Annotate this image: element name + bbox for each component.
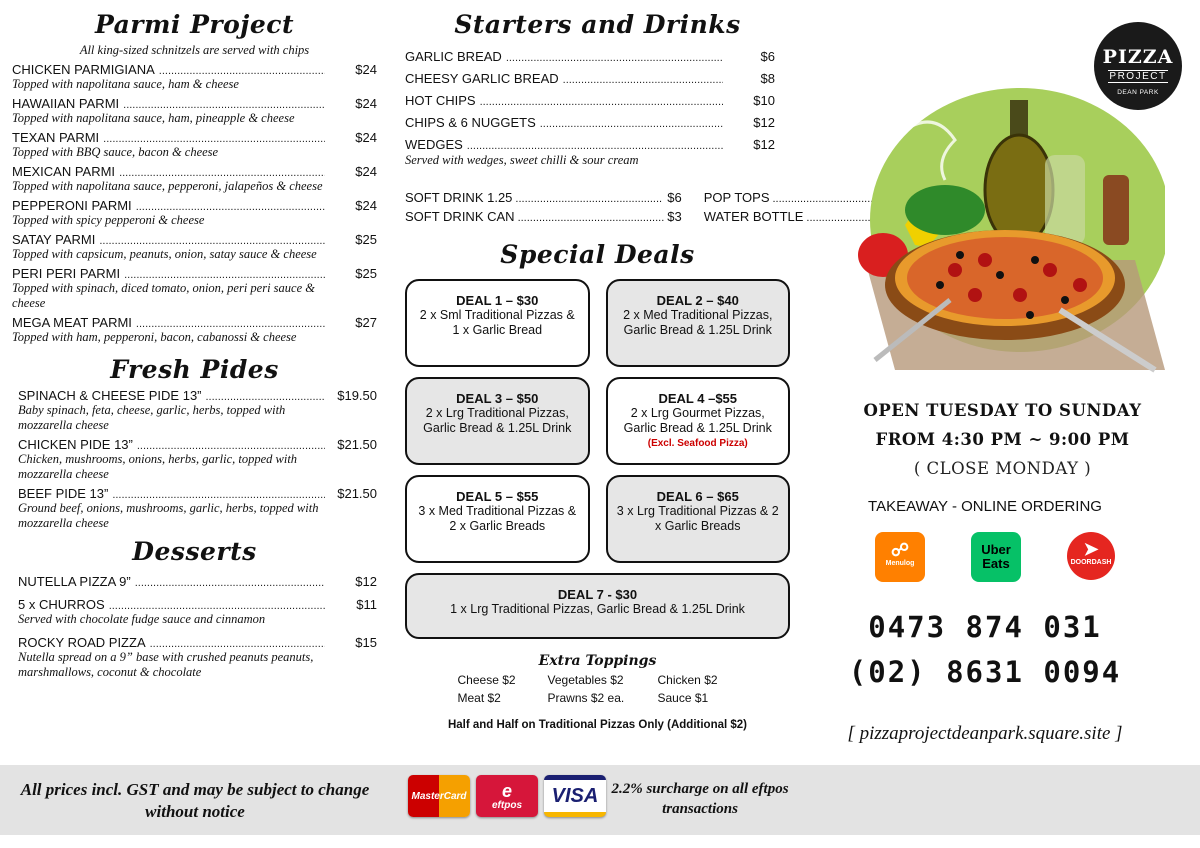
payment-cards	[408, 775, 606, 817]
menu-item-price: $10	[753, 93, 775, 108]
drink-name: POP TOPS	[703, 190, 770, 205]
middle-column	[405, 10, 804, 731]
deal-card	[405, 475, 590, 563]
deal-title: DEAL 2 – $40	[656, 293, 739, 308]
menu-item	[405, 115, 775, 130]
dot-leader	[563, 74, 723, 86]
menu-item-name: TEXAN PARMI	[12, 130, 100, 145]
menu-item-description: Topped with napolitana sauce, pepperoni, jalapeños & cheese	[12, 179, 323, 193]
visa-label: VISA	[551, 784, 599, 807]
dot-leader	[112, 489, 325, 501]
menu-item-name: BEEF PIDE 13”	[18, 486, 109, 501]
deal-description: 2 x Med Traditional Pizzas, Garlic Bread & 1.25L Drink	[623, 308, 773, 337]
desserts-title: Desserts	[132, 537, 257, 566]
menu-item-row	[405, 49, 775, 64]
menu-item-name: CHICKEN PIDE 13”	[18, 437, 133, 452]
menu-item-name: ROCKY ROAD PIZZA	[18, 635, 146, 650]
logo-location-text: DEAN PARK	[1117, 89, 1159, 96]
drink-price: $6	[667, 190, 682, 205]
menu-item-name: NUTELLA PIZZA 9”	[18, 574, 131, 589]
eftpos-label: eftpos	[492, 799, 522, 811]
dot-leader	[136, 201, 325, 213]
menu-item	[18, 597, 377, 627]
menu-item-row	[12, 96, 377, 111]
starters-list	[405, 49, 775, 152]
menu-item	[405, 71, 775, 86]
menu-item-name: GARLIC BREAD	[405, 49, 502, 64]
menu-item-price: $12	[355, 574, 377, 589]
menu-item-name: MEXICAN PARMI	[12, 164, 116, 179]
menu-item	[405, 49, 775, 64]
menu-item	[18, 574, 377, 589]
menu-item-row	[12, 130, 377, 145]
dot-leader	[99, 235, 325, 247]
dot-leader	[136, 318, 325, 330]
doordash-label: DOORDASH	[1070, 559, 1112, 566]
topping-item: Vegetables $2	[547, 673, 624, 687]
menu-item-price: $12	[753, 137, 775, 152]
hours-closed: ( CLOSE MONDAY )	[913, 459, 1092, 478]
deal-title: DEAL 1 – $30	[456, 293, 539, 308]
deal-card	[606, 377, 791, 465]
dot-leader	[124, 269, 325, 281]
menu-item-price: $24	[355, 130, 377, 145]
menu-item-row	[12, 198, 377, 213]
menu-item	[12, 198, 377, 228]
deal-description: 2 x Sml Traditional Pizzas & 1 x Garlic Bread	[419, 308, 575, 337]
phone-mobile[interactable]: 0473 874 031	[868, 610, 1102, 644]
dot-leader	[206, 391, 326, 403]
menu-item-description: Topped with BBQ sauce, bacon & cheese	[12, 145, 219, 159]
menu-item-description: Nutella spread on a 9” base with crushed peanuts peanuts, marshmallows, coconut & chocolate	[18, 650, 314, 679]
eftpos-icon: e eftpos	[476, 775, 538, 817]
drinks-grid	[405, 190, 804, 228]
menu-item	[12, 96, 377, 126]
toppings-grid	[405, 673, 790, 705]
menu-item	[12, 232, 377, 262]
parmi-list	[12, 62, 377, 345]
deal-description: 3 x Med Traditional Pizzas & 2 x Garlic Breads	[418, 504, 577, 533]
menu-item-name: SPINACH & CHEESE PIDE 13”	[18, 388, 202, 403]
toppings-title: Extra Toppings	[538, 653, 657, 669]
menu-item-name: WEDGES	[405, 137, 463, 152]
menu-item	[405, 93, 775, 108]
menu-item-row	[18, 635, 377, 650]
menu-item-description: Served with chocolate fudge sauce and cinnamon	[18, 612, 266, 626]
menu-item-row	[12, 266, 377, 281]
menu-item	[12, 164, 377, 194]
deal-title: DEAL 6 – $65	[656, 489, 739, 504]
menu-item-name: 5 x CHURROS	[18, 597, 105, 612]
menulog-icon[interactable]: ☍ Menulog	[875, 532, 925, 582]
menu-item-description: Topped with napolitana sauce, ham & cheese	[12, 77, 239, 91]
uber-eats-icon[interactable]	[971, 532, 1021, 582]
deal-card	[606, 279, 791, 367]
left-column	[12, 10, 377, 680]
topping-item: Sauce $1	[657, 691, 709, 705]
topping-item: Meat $2	[457, 691, 501, 705]
surcharge-note: 2.2% surcharge on all eftpos transactions	[611, 781, 789, 817]
mastercard-icon	[408, 775, 470, 817]
drink-price: $3	[667, 209, 682, 224]
menu-item-row	[12, 62, 377, 77]
menu-item-price: $11	[356, 597, 377, 612]
menulog-label: Menulog	[885, 560, 915, 567]
right-column	[815, 10, 1190, 760]
dot-leader	[480, 96, 723, 108]
menu-item-price: $27	[355, 315, 377, 330]
menu-item-description: Baby spinach, feta, cheese, garlic, herbs, topped with mozzarella cheese	[18, 403, 286, 432]
menu-item-price: $6	[760, 49, 775, 64]
deal-note: (Excl. Seafood Pizza)	[647, 438, 748, 449]
phone-landline[interactable]: (02) 8631 0094	[848, 655, 1122, 689]
menu-item-name: CHEESY GARLIC BREAD	[405, 71, 559, 86]
deal-description: 2 x Lrg Gourmet Pizzas, Garlic Bread & 1.25L Drink	[623, 406, 772, 435]
menu-item-name: CHICKEN PARMIGIANA	[12, 62, 155, 77]
menu-item	[12, 266, 377, 311]
menu-item-description: Chicken, mushrooms, onions, herbs, garlic, topped with mozzarella cheese	[18, 452, 298, 481]
menu-item-name: PERI PERI PARMI	[12, 266, 121, 281]
deal-card	[405, 573, 790, 639]
menu-item	[405, 137, 775, 152]
drink-name: WATER BOTTLE	[703, 209, 804, 224]
pides-list	[12, 388, 377, 531]
mastercard-label: MasterCard	[411, 790, 467, 802]
opening-hours	[815, 396, 1190, 483]
online-ordering-label: TAKEAWAY - ONLINE ORDERING	[868, 498, 1102, 515]
menu-item-price: $12	[753, 115, 775, 130]
visa-icon	[544, 775, 606, 817]
dot-leader	[159, 65, 325, 77]
deal-title: DEAL 3 – $50	[456, 391, 539, 406]
menu-item	[12, 130, 377, 160]
deals-grid	[405, 279, 790, 639]
dot-leader	[135, 577, 325, 589]
menu-item-row	[12, 315, 377, 330]
starters-title: Starters and Drinks	[454, 10, 741, 39]
menu-item-price: $25	[355, 266, 377, 281]
deal-card	[405, 377, 590, 465]
half-and-half-note: Half and Half on Traditional Pizzas Only (Additional $2)	[447, 719, 748, 731]
menu-item-name: MEGA MEAT PARMI	[12, 315, 132, 330]
menu-item-description: Topped with spinach, diced tomato, onion, peri peri sauce & cheese	[12, 281, 315, 310]
menu-item-price: $8	[760, 71, 775, 86]
hours-days: OPEN TUESDAY TO SUNDAY	[863, 401, 1142, 420]
menu-item-row	[12, 232, 377, 247]
pides-title: Fresh Pides	[110, 355, 279, 384]
drink-item	[405, 209, 682, 224]
menu-item-name: PEPPERONI PARMI	[12, 198, 132, 213]
menu-item	[18, 486, 377, 531]
menu-item-price: $21.50	[337, 437, 377, 452]
pizza-illustration	[835, 70, 1165, 390]
menu-item-name: HAWAIIAN PARMI	[12, 96, 120, 111]
deals-title: Special Deals	[500, 240, 695, 269]
deal-description: 2 x Lrg Traditional Pizzas, Garlic Bread & 1.25L Drink	[423, 406, 572, 435]
menu-item-description: Topped with capsicum, peanuts, onion, satay sauce & cheese	[12, 247, 317, 261]
menu-item	[12, 315, 377, 345]
menu-item-row	[18, 388, 377, 403]
parmi-subtitle: All king-sized schnitzels are served with chips	[79, 43, 310, 57]
menu-item-name: CHIPS & 6 NUGGETS	[405, 115, 536, 130]
dot-leader	[109, 600, 325, 612]
menu-item-row	[12, 164, 377, 179]
deal-description: 3 x Lrg Traditional Pizzas & 2 x Garlic Breads	[616, 504, 779, 533]
logo-sub-text: PROJECT	[1109, 71, 1167, 82]
menu-item-price: $19.50	[337, 388, 377, 403]
dot-leader	[103, 133, 325, 145]
deal-card	[606, 475, 791, 563]
prices-note: All prices incl. GST and may be subject to change without notice	[20, 780, 370, 821]
menu-item-row	[405, 71, 775, 86]
menu-item-price: $24	[355, 164, 377, 179]
menu-item-price: $15	[355, 635, 377, 650]
desserts-list	[12, 574, 377, 680]
menu-item-description: Topped with napolitana sauce, ham, pineapple & cheese	[12, 111, 295, 125]
menu-item-row	[18, 486, 377, 501]
logo-main-text: PIZZA	[1102, 46, 1174, 68]
footer-bar	[0, 765, 1200, 835]
wedges-note: Served with wedges, sweet chilli & sour cream	[405, 153, 639, 167]
dot-leader	[506, 52, 723, 64]
menu-item-description: Topped with ham, pepperoni, bacon, cabanossi & cheese	[12, 330, 297, 344]
dot-leader	[515, 193, 664, 205]
topping-item: Prawns $2 ea.	[547, 691, 625, 705]
menu-item-row	[18, 437, 377, 452]
parmi-title: Parmi Project	[94, 10, 295, 39]
menu-item-row	[405, 115, 775, 130]
menu-item	[12, 62, 377, 92]
website-link[interactable]: [ pizzaprojectdeanpark.square.site ]	[847, 723, 1123, 744]
menu-item-price: $25	[355, 232, 377, 247]
deal-title: DEAL 7 - $30	[557, 587, 638, 602]
drink-name: SOFT DRINK CAN	[405, 209, 515, 224]
dot-leader	[137, 440, 325, 452]
menu-item-price: $21.50	[337, 486, 377, 501]
menu-item	[18, 388, 377, 433]
menu-item-price: $24	[355, 96, 377, 111]
topping-item: Chicken $2	[657, 673, 718, 687]
deal-title: DEAL 5 – $55	[456, 489, 539, 504]
uber-eats-label: Uber Eats	[981, 542, 1011, 571]
hours-times: FROM 4:30 PM ~ 9:00 PM	[875, 430, 1130, 449]
menu-item-description: Topped with spicy pepperoni & cheese	[12, 213, 205, 227]
menu-item-row	[18, 574, 377, 589]
menu-item-price: $24	[355, 198, 377, 213]
ordering-apps	[875, 532, 1115, 582]
menu-item-row	[405, 137, 775, 152]
deal-title: DEAL 4 –$55	[658, 391, 738, 406]
menu-item-row	[18, 597, 377, 612]
dot-leader	[123, 99, 325, 111]
dot-leader	[467, 140, 723, 152]
dot-leader	[518, 212, 665, 224]
drink-item	[405, 190, 682, 205]
menu-item-description: Ground beef, onions, mushrooms, garlic, herbs, topped with mozzarella cheese	[18, 501, 319, 530]
doordash-icon[interactable]: ➤ DOORDASH	[1067, 532, 1115, 580]
menu-item	[18, 635, 377, 680]
topping-item: Cheese $2	[457, 673, 516, 687]
menu-item	[18, 437, 377, 482]
menu-item-price: $24	[355, 62, 377, 77]
dot-leader	[150, 638, 325, 650]
dot-leader	[540, 118, 723, 130]
deal-description: 1 x Lrg Traditional Pizzas, Garlic Bread & 1.25L Drink	[450, 602, 745, 616]
deal-card	[405, 279, 590, 367]
dot-leader	[119, 167, 325, 179]
drink-name: SOFT DRINK 1.25	[405, 190, 513, 205]
menu-item-name: SATAY PARMI	[12, 232, 96, 247]
menu-item-name: HOT CHIPS	[405, 93, 476, 108]
menu-item-row	[405, 93, 775, 108]
